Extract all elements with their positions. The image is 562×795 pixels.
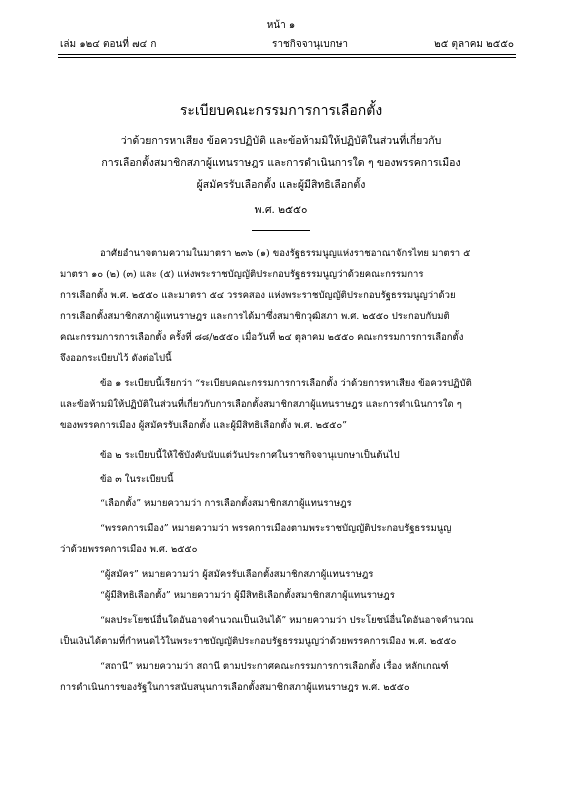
preamble-line: จึงออกระเบียบไว้ ดังต่อไปนี้ <box>60 353 172 364</box>
header-rule-top <box>58 54 516 55</box>
preamble-line: การเลือกตั้ง พ.ศ. ๒๕๕๐ และมาตรา ๕๔ วรรคสอง แห่งพระราชบัญญัติประกอบรัฐธรรมนูญว่าด้วย <box>60 290 456 301</box>
title-divider <box>252 230 310 231</box>
preamble <box>60 243 516 369</box>
definition-station: “สถานี” หมายความว่า สถานี ตามประกาศคณะกรรมการการเลือกตั้ง เรื่อง หลักเกณฑ์ <box>100 661 449 672</box>
definitions <box>60 493 516 698</box>
clause-1-line: ของพรรคการเมือง ผู้สมัครรับเลือกตั้ง และผู้มีสิทธิเลือกตั้ง พ.ศ. ๒๕๕๐” <box>60 420 348 431</box>
definition-political-party: “พรรคการเมือง” หมายความว่า พรรคการเมืองตามพระราชบัญญัติประกอบรัฐธรรมนูญ <box>100 523 452 534</box>
gazette-name: ราชกิจจานุเบกษา <box>272 39 349 50</box>
clause-3-text: ข้อ ๓ ในระเบียบนี้ <box>100 474 174 485</box>
definition-candidate: “ผู้สมัคร” หมายความว่า ผู้สมัครรับเลือกตั้งสมาชิกสภาผู้แทนราษฎร <box>100 569 374 580</box>
definition-political-party-cont: ว่าด้วยพรรคการเมือง พ.ศ. ๒๕๕๐ <box>60 544 198 555</box>
header-rule-bottom <box>58 57 516 58</box>
clause-1 <box>60 373 516 436</box>
preamble-line: อาศัยอำนาจตามความในมาตรา ๒๓๖ (๑) ของรัฐธรรมนูญแห่งราชอาณาจักรไทย มาตรา ๕ <box>100 248 471 259</box>
volume-issue: เล่ม ๑๒๔ ตอนที่ ๗๔ ก <box>60 39 157 50</box>
subtitle-line: ผู้สมัครรับเลือกตั้ง และผู้มีสิทธิเลือกตั้ง <box>196 179 366 191</box>
definition-election: “เลือกตั้ง” หมายความว่า การเลือกตั้งสมาชิกสภาผู้แทนราษฎร <box>100 498 352 509</box>
subtitle-year: พ.ศ. ๒๕๕๐ <box>254 204 308 216</box>
page-number: หน้า ๑ <box>266 20 296 31</box>
clause-1-line: และข้อห้ามมิให้ปฏิบัติในส่วนที่เกี่ยวกับการเลือกตั้งสมาชิกสภาผู้แทนราษฎร และการดำเนินการใด ๆ <box>60 399 462 410</box>
subtitle-line: ว่าด้วยการหาเสียง ข้อควรปฏิบัติ และข้อห้ามมิให้ปฏิบัติในส่วนที่เกี่ยวกับ <box>120 135 442 147</box>
definition-voter: “ผู้มีสิทธิเลือกตั้ง” หมายความว่า ผู้มีสิทธิเลือกตั้งสมาชิกสภาผู้แทนราษฎร <box>100 590 395 601</box>
publication-date: ๒๕ ตุลาคม ๒๕๕๐ <box>434 39 514 50</box>
definition-other-benefit: “ผลประโยชน์อื่นใดอันอาจคำนวณเป็นเงินได้” หมายความว่า ประโยชน์อื่นใดอันอาจคำนวณ <box>100 615 474 626</box>
clause-2 <box>60 445 516 466</box>
clause-3 <box>60 469 516 490</box>
preamble-line: มาตรา ๑๐ (๒) (๓) และ (๕) แห่งพระราชบัญญัติประกอบรัฐธรรมนูญว่าด้วยคณะกรรมการ <box>60 269 424 280</box>
preamble-line: คณะกรรมการการเลือกตั้ง ครั้งที่ ๘๘/๒๕๕๐ เมื่อวันที่ ๒๔ ตุลาคม ๒๕๕๐ คณะกรรมการการเลือกตั้ง <box>60 332 464 343</box>
definition-other-benefit-cont: เป็นเงินได้ตามที่กำหนดไว้ในพระราชบัญญัติประกอบรัฐธรรมนูญว่าด้วยพรรคการเมือง พ.ศ. ๒๕๕๐ <box>60 636 457 647</box>
document-title: ระเบียบคณะกรรมการการเลือกตั้ง <box>179 103 383 119</box>
clause-1-line: ข้อ ๑ ระเบียบนี้เรียกว่า “ระเบียบคณะกรรมการการเลือกตั้ง ว่าด้วยการหาเสียง ข้อควรปฏิบัติ <box>100 378 472 389</box>
preamble-line: การเลือกตั้งสมาชิกสภาผู้แทนราษฎร และการได้มาซึ่งสมาชิกวุฒิสภา พ.ศ. ๒๕๕๐ ประกอบกับมติ <box>60 311 450 322</box>
definition-station-cont: การดำเนินการของรัฐในการสนับสนุนการเลือกตั้งสมาชิกสภาผู้แทนราษฎร พ.ศ. ๒๕๕๐ <box>60 682 410 693</box>
clause-2-text: ข้อ ๒ ระเบียบนี้ให้ใช้บังคับนับแต่วันประกาศในราชกิจจานุเบกษาเป็นต้นไป <box>100 450 400 461</box>
subtitle-line: การเลือกตั้งสมาชิกสภาผู้แทนราษฎร และการดำเนินการใด ๆ ของพรรคการเมือง <box>101 157 461 169</box>
